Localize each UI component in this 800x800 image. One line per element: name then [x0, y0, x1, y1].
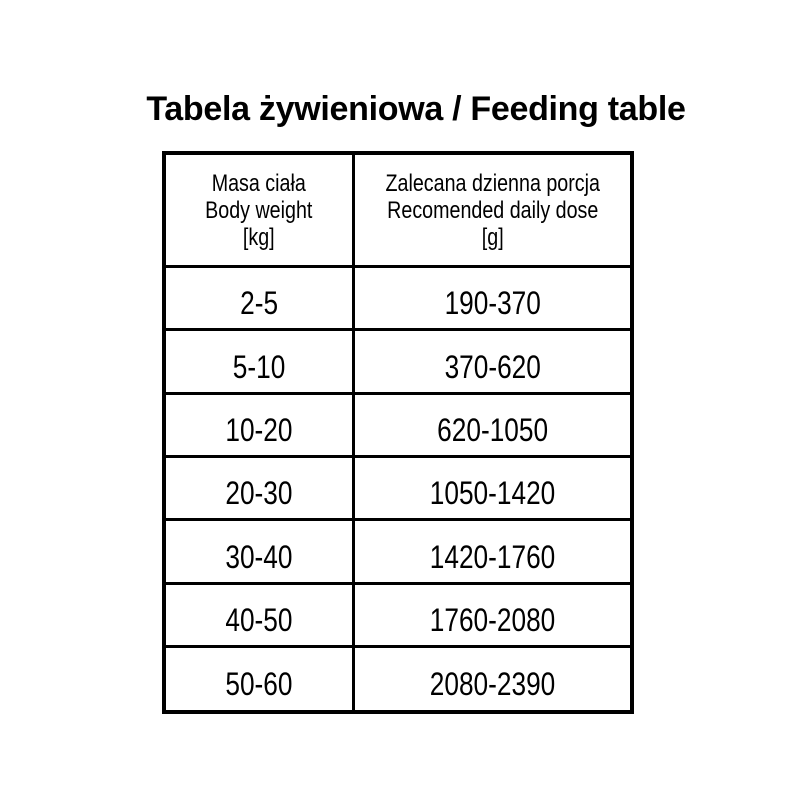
table-row [166, 583, 630, 646]
header-text: [g] [481, 223, 504, 251]
cell-value: 370-620 [444, 348, 541, 385]
header-daily-dose [353, 155, 630, 267]
cell-value: 190-370 [444, 285, 541, 322]
feeding-table-grid [166, 155, 630, 710]
cell-value: 30-40 [225, 538, 293, 575]
table-row [166, 393, 630, 456]
table-row [166, 520, 630, 583]
header-text: Body weight [205, 196, 313, 224]
table-body [166, 155, 630, 710]
cell-daily-dose [353, 393, 630, 456]
table-header-row [166, 155, 630, 267]
feeding-table [162, 151, 634, 714]
cell-body-weight [166, 520, 353, 583]
cell-body-weight [166, 393, 353, 456]
header-body-weight [166, 155, 353, 267]
cell-body-weight [166, 583, 353, 646]
cell-value: 10-20 [225, 411, 293, 448]
cell-value: 2-5 [239, 285, 278, 322]
cell-daily-dose [353, 330, 630, 393]
cell-value: 620-1050 [436, 411, 548, 448]
page-title: Tabela żywieniowa / Feeding table [146, 90, 686, 128]
table-row [166, 457, 630, 520]
cell-body-weight [166, 330, 353, 393]
cell-value: 5-10 [232, 348, 286, 385]
header-text: Masa ciała [211, 169, 306, 197]
cell-daily-dose [353, 457, 630, 520]
cell-daily-dose [353, 647, 630, 710]
cell-body-weight [166, 457, 353, 520]
cell-body-weight [166, 647, 353, 710]
cell-daily-dose [353, 520, 630, 583]
cell-daily-dose [353, 583, 630, 646]
cell-value: 1760-2080 [429, 601, 555, 638]
cell-daily-dose [353, 267, 630, 330]
table-row [166, 330, 630, 393]
cell-value: 40-50 [225, 601, 293, 638]
cell-value: 50-60 [225, 666, 293, 703]
cell-value: 1050-1420 [429, 475, 555, 512]
header-text: [kg] [242, 223, 275, 251]
cell-value: 20-30 [225, 475, 293, 512]
table-row [166, 647, 630, 710]
cell-value: 1420-1760 [429, 538, 555, 575]
header-text: Zalecana dzienna porcja [385, 169, 600, 197]
cell-value: 2080-2390 [429, 666, 555, 703]
cell-body-weight [166, 267, 353, 330]
header-text: Recomended daily dose [386, 196, 598, 224]
table-row [166, 267, 630, 330]
